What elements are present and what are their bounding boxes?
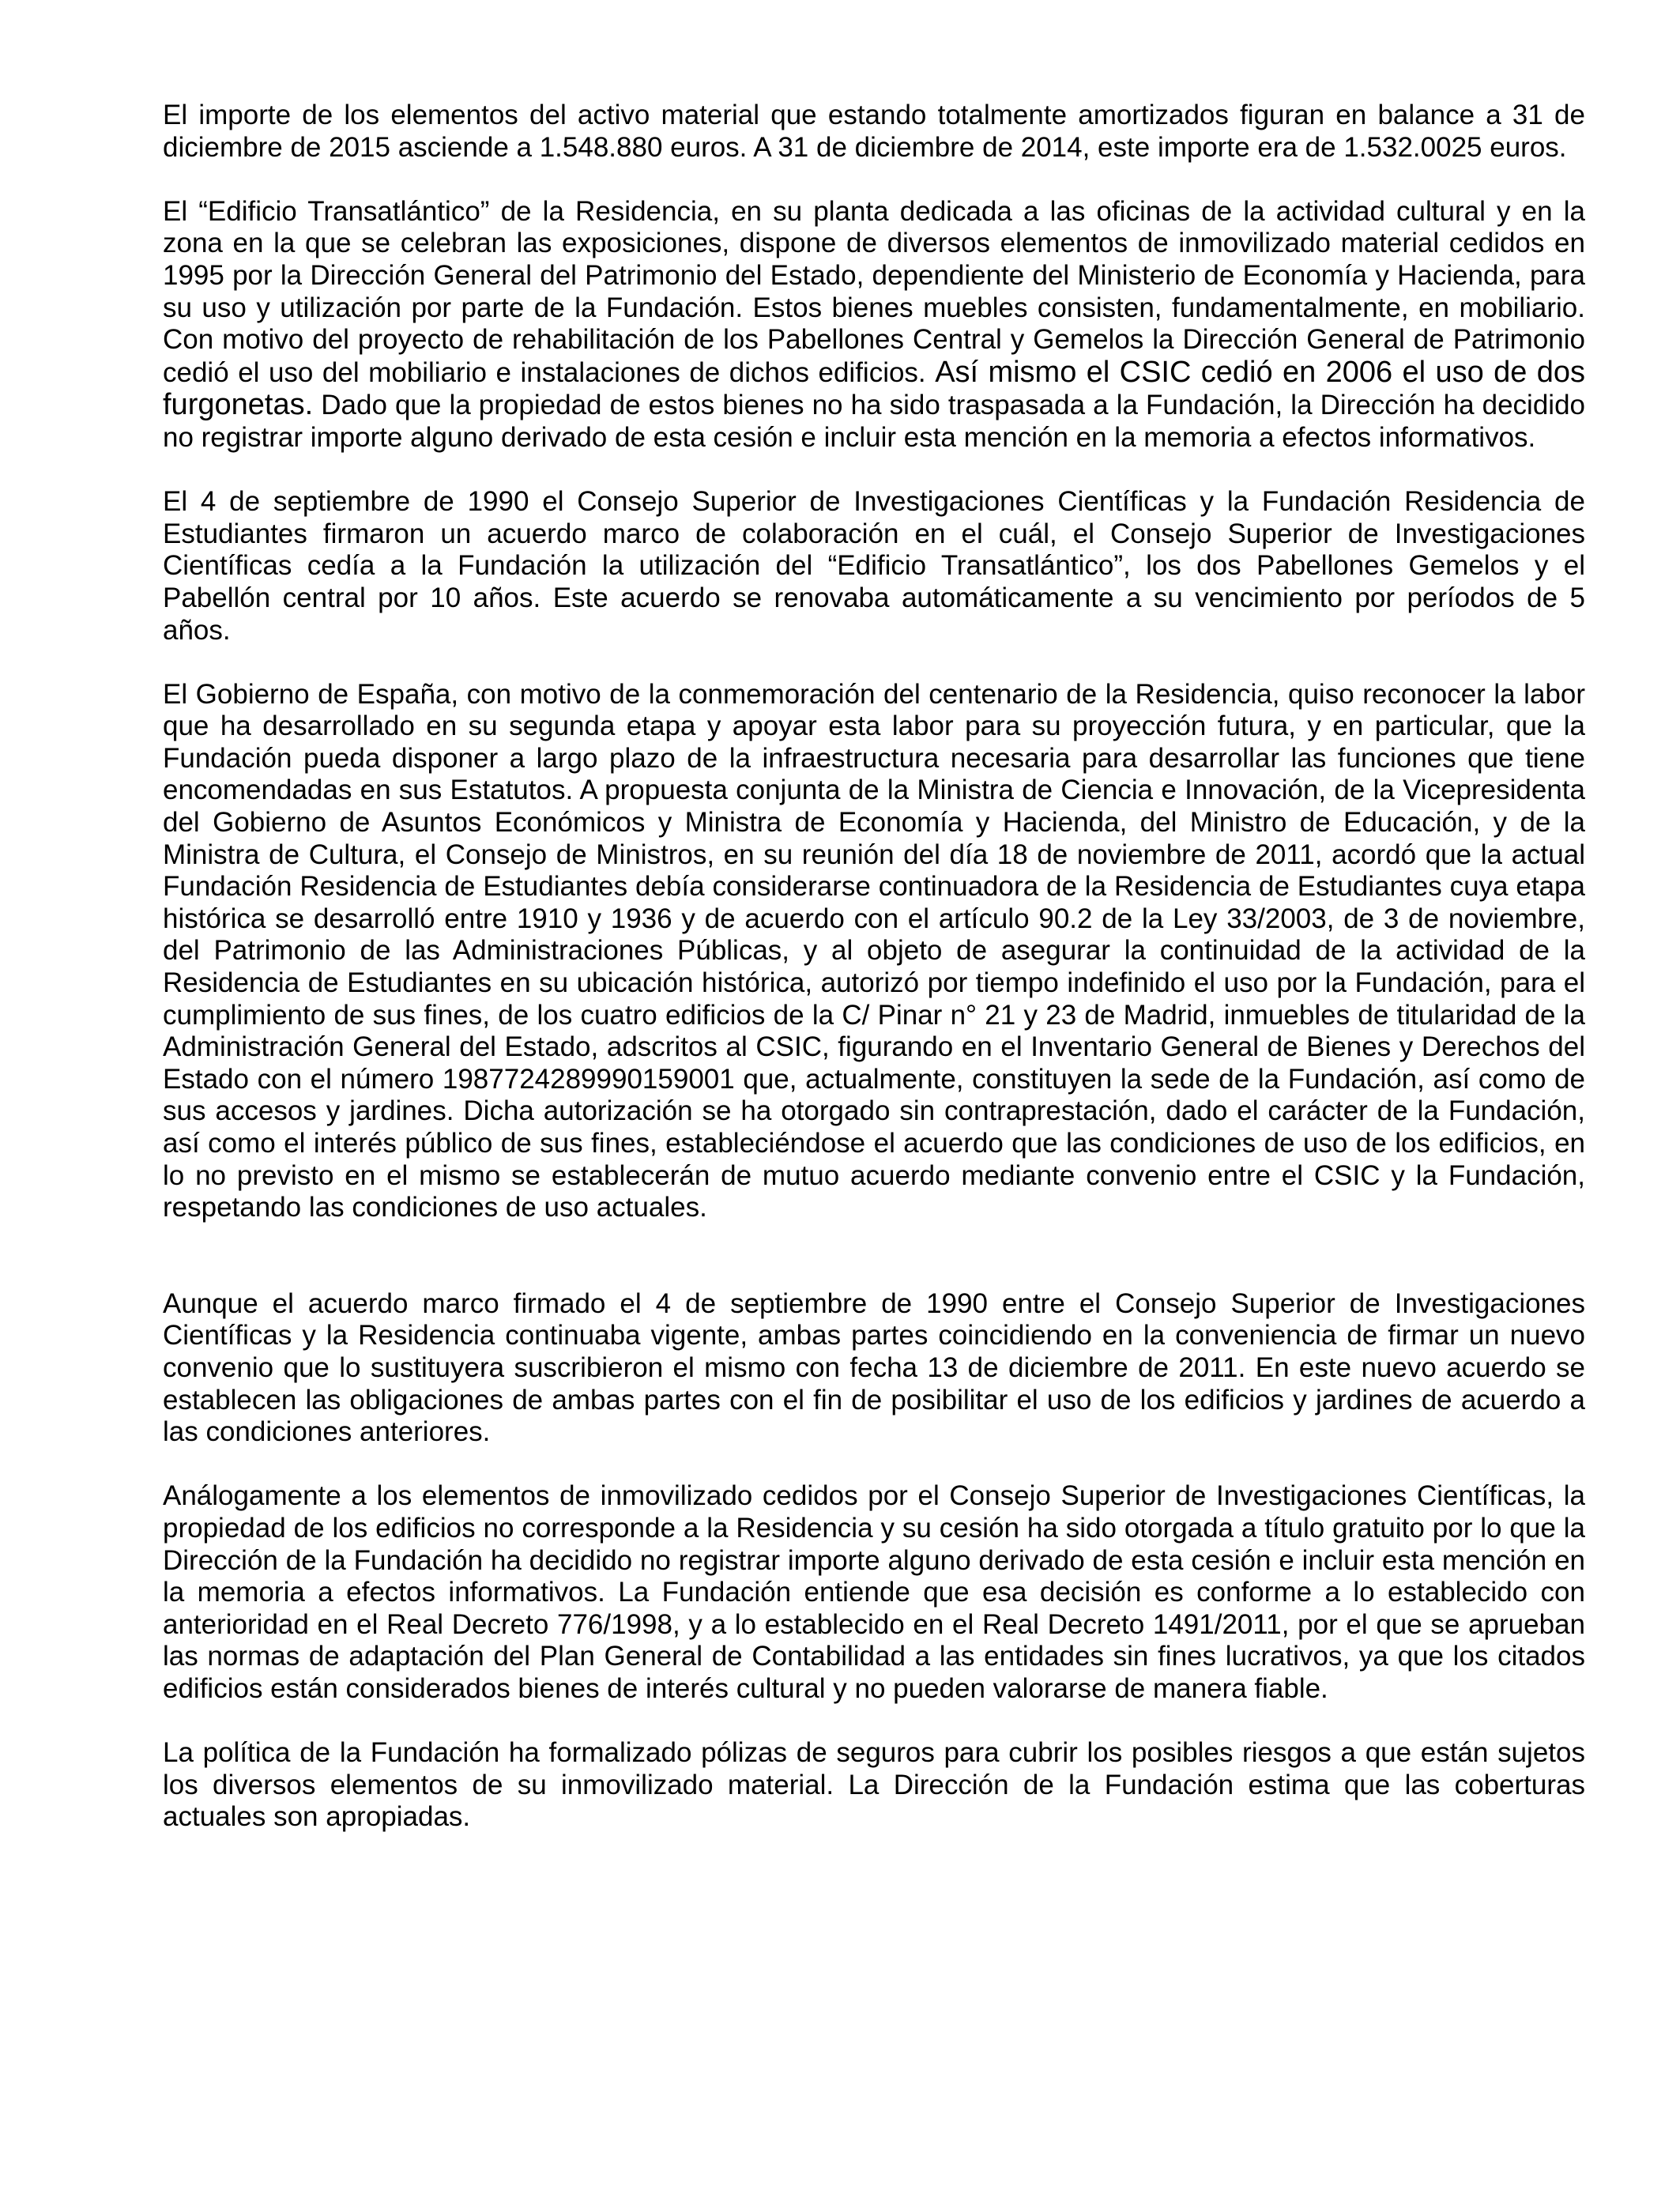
paragraph-buildings-cession: Análogamente a los elementos de inmovilizado cedidos por el Consejo Superior de Investigaciones Científicas, la propiedad de los edificios no corresponde a la Residencia y su cesión ha sido otorgada a título gratuito por lo que la Dirección de la Fundación ha decidido no registrar importe alguno derivado de esta cesión e incluir esta mención en la memoria a efectos informativos. La Fundación entiende que esa decisión es conforme a lo establecido con anterioridad en el Real Decreto 776/1998, y a lo establecido en el Real Decreto 1491/2011, por el que se aprueban las normas de adaptación del Plan General de Contabilidad a las entidades sin fines lucrativos, ya que los citados edificios están considerados bienes de interés cultural y no pueden valorarse de manera fiable.: [163, 1480, 1585, 1704]
paragraph-new-agreement-2011: Aunque el acuerdo marco firmado el 4 de septiembre de 1990 entre el Consejo Superior de Investigaciones Científicas y la Residencia continuaba vigente, ambas partes coincidiendo en la conveniencia de firmar un nuevo convenio que lo sustituyera suscribieron el mismo con fecha 13 de diciembre de 2011. En este nuevo acuerdo se establecen las obligaciones de ambas partes con el fin de posibilitar el uso de los edificios y jardines de acuerdo a las condiciones anteriores.: [163, 1287, 1585, 1448]
paragraph-transatlantico-building: [163, 196, 1585, 454]
paragraph-csic-vans-text: Así mismo el CSIC cedió en 2006 el uso de dos furgonetas.: [163, 355, 1585, 422]
paragraph-government-centenary: El Gobierno de España, con motivo de la conmemoración del centenario de la Residencia, quiso reconocer la labor que ha desarrollado en su segunda etapa y apoyar esta labor para su proyección futura, y en particular, que la Fundación pueda disponer a largo plazo de la infraestructura necesaria para desarrollar las funciones que tiene encomendadas en sus Estatutos. A propuesta conjunta de la Ministra de Ciencia e Innovación, de la Vicepresidenta del Gobierno de Asuntos Económicos y Ministra de Economía y Hacienda, del Ministro de Educación, y de la Ministra de Cultura, el Consejo de Ministros, en su reunión del día 18 de noviembre de 2011, acordó que la actual Fundación Residencia de Estudiantes debía considerarse continuadora de la Residencia de Estudiantes cuya etapa histórica se desarrolló entre 1910 y 1936 y de acuerdo con el artículo 90.2 de la Ley 33/2003, de 3 de noviembre, del Patrimonio de las Administraciones Públicas, y al objeto de asegurar la continuidad de la actividad de la Residencia de Estudiantes en su ubicación histórica, autorizó por tiempo indefinido el uso por la Fundación, para el cumplimiento de sus fines, de los cuatro edificios de la C/ Pinar n° 21 y 23 de Madrid, inmuebles de titularidad de la Administración General del Estado, adscritos al CSIC, figurando en el Inventario General de Bienes y Derechos del Estado con el número 1987724289990159001 que, actualmente, constituyen la sede de la Fundación, así como de sus accesos y jardines. Dicha autorización se ha otorgado sin contraprestación, dado el carácter de la Fundación, así como el interés público de sus fines, estableciéndose el acuerdo que las condiciones de uso de los edificios, en lo no previsto en el mismo se establecerán de mutuo acuerdo mediante convenio entre el CSIC y la Fundación, respetando las condiciones de uso actuales.: [163, 678, 1585, 1223]
paragraph-transatlantico-text-c: Dado que la propiedad de estos bienes no ha sido traspasada a la Fundación, la Dirección ha decidido no registrar importe alguno derivado de esta cesión e incluir esta mención en la memoria a efectos informativos.: [163, 390, 1585, 453]
document-page: [163, 100, 1585, 1865]
paragraph-transatlantico-text-a: El “Edificio Transatlántico” de la Residencia, en su planta dedicada a las oficinas de la actividad cultural y en la zona en la que se celebran las exposiciones, dispone de diversos elementos de inmovilizado material cedidos en 1995 por la Dirección General del Patrimonio del Estado, dependiente del Ministerio de Economía y Hacienda, para su uso y utilización por parte de la Fundación. Estos bienes muebles consisten, fundamentalmente, en mobiliario. Con motivo del proyecto de rehabilitación de los Pabellones Central y Gemelos la Dirección General de Patrimonio cedió el uso del mobiliario e instalaciones de dichos edificios.: [163, 195, 1585, 388]
paragraph-framework-agreement-1990: El 4 de septiembre de 1990 el Consejo Superior de Investigaciones Científicas y la Fundación Residencia de Estudiantes firmaron un acuerdo marco de colaboración en el cuál, el Consejo Superior de Investigaciones Científicas cedía a la Fundación la utilización del “Edificio Transatlántico”, los dos Pabellones Gemelos y el Pabellón central por 10 años. Este acuerdo se renovaba automáticamente a su vencimiento por períodos de 5 años.: [163, 486, 1585, 646]
paragraph-amortized-assets: El importe de los elementos del activo material que estando totalmente amortizados figuran en balance a 31 de diciembre de 2015 asciende a 1.548.880 euros. A 31 de diciembre de 2014, este importe era de 1.532.0025 euros.: [163, 100, 1585, 163]
paragraph-insurance-policy: La política de la Fundación ha formalizado pólizas de seguros para cubrir los posibles riesgos a que están sujetos los diversos elementos de su inmovilizado material. La Dirección de la Fundación estima que las coberturas actuales son apropiadas.: [163, 1737, 1585, 1833]
